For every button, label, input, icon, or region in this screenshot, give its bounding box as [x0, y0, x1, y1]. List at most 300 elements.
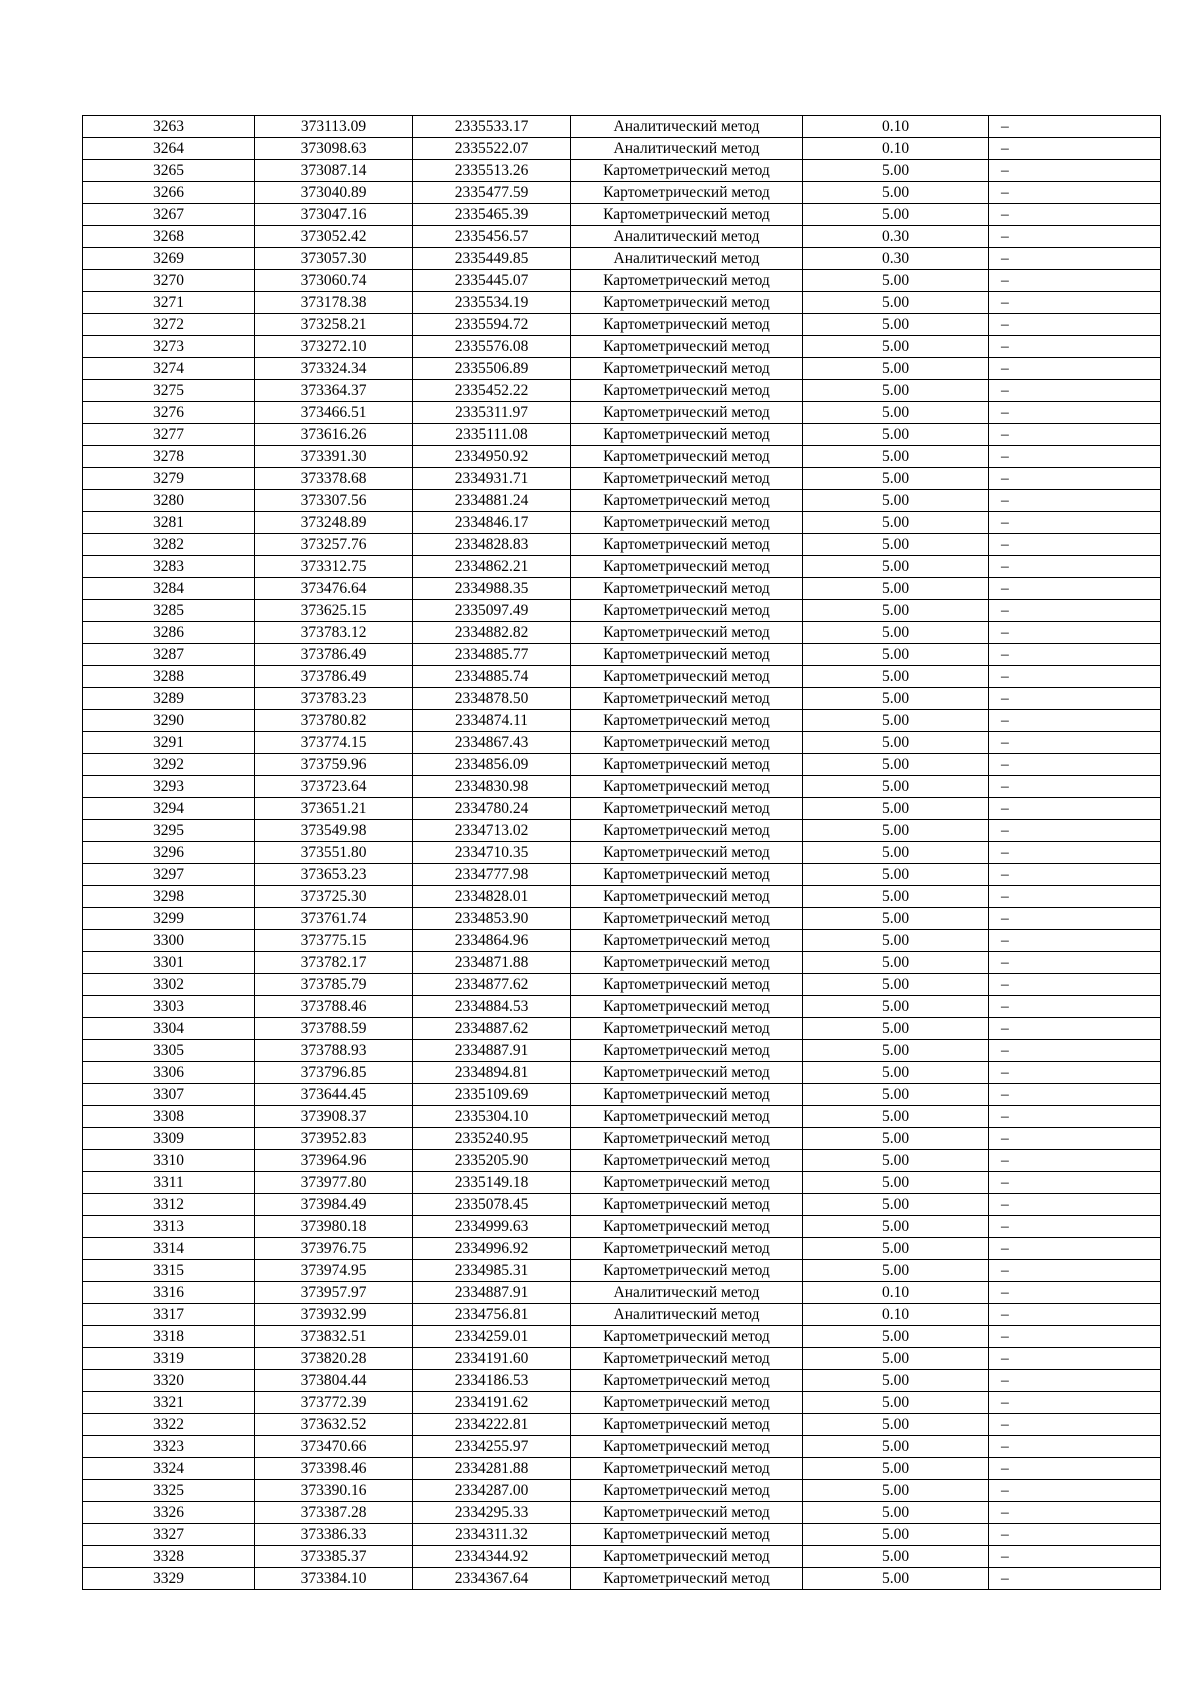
- accuracy-cell: 5.00: [803, 1480, 989, 1502]
- method-cell: Картометрический метод: [571, 270, 803, 292]
- x-coordinate-cell: 373952.83: [255, 1128, 413, 1150]
- table-row: [83, 314, 1161, 336]
- x-coordinate-cell: 373786.49: [255, 666, 413, 688]
- y-coordinate-cell: 2335477.59: [413, 182, 571, 204]
- accuracy-cell: 5.00: [803, 1348, 989, 1370]
- method-cell: Картометрический метод: [571, 424, 803, 446]
- point-number-cell: 3281: [83, 512, 255, 534]
- method-cell: Картометрический метод: [571, 952, 803, 974]
- table-row: [83, 468, 1161, 490]
- x-coordinate-cell: 373385.37: [255, 1546, 413, 1568]
- point-number-cell: 3277: [83, 424, 255, 446]
- accuracy-cell: 0.30: [803, 248, 989, 270]
- note-cell: –: [989, 226, 1161, 248]
- table-row: [83, 776, 1161, 798]
- x-coordinate-cell: 373551.80: [255, 842, 413, 864]
- accuracy-cell: 5.00: [803, 1062, 989, 1084]
- method-cell: Картометрический метод: [571, 1260, 803, 1282]
- table-row: [83, 270, 1161, 292]
- y-coordinate-cell: 2334853.90: [413, 908, 571, 930]
- note-cell: –: [989, 468, 1161, 490]
- method-cell: Картометрический метод: [571, 666, 803, 688]
- table-row: [83, 446, 1161, 468]
- x-coordinate-cell: 373980.18: [255, 1216, 413, 1238]
- method-cell: Картометрический метод: [571, 1502, 803, 1524]
- accuracy-cell: 5.00: [803, 820, 989, 842]
- table-row: [83, 490, 1161, 512]
- method-cell: Картометрический метод: [571, 358, 803, 380]
- table-row: [83, 534, 1161, 556]
- note-cell: –: [989, 578, 1161, 600]
- method-cell: Картометрический метод: [571, 974, 803, 996]
- point-number-cell: 3279: [83, 468, 255, 490]
- accuracy-cell: 5.00: [803, 600, 989, 622]
- table-row: [83, 1018, 1161, 1040]
- method-cell: Картометрический метод: [571, 182, 803, 204]
- table-row: [83, 116, 1161, 138]
- note-cell: –: [989, 1458, 1161, 1480]
- y-coordinate-cell: 2335452.22: [413, 380, 571, 402]
- y-coordinate-cell: 2334887.91: [413, 1282, 571, 1304]
- method-cell: Картометрический метод: [571, 1018, 803, 1040]
- accuracy-cell: 5.00: [803, 1018, 989, 1040]
- x-coordinate-cell: 373783.12: [255, 622, 413, 644]
- accuracy-cell: 5.00: [803, 490, 989, 512]
- point-number-cell: 3265: [83, 160, 255, 182]
- table-row: [83, 292, 1161, 314]
- point-number-cell: 3313: [83, 1216, 255, 1238]
- method-cell: Картометрический метод: [571, 1392, 803, 1414]
- table-row: [83, 402, 1161, 424]
- point-number-cell: 3280: [83, 490, 255, 512]
- table-row: [83, 842, 1161, 864]
- accuracy-cell: 5.00: [803, 1172, 989, 1194]
- x-coordinate-cell: 373470.66: [255, 1436, 413, 1458]
- accuracy-cell: 5.00: [803, 1392, 989, 1414]
- accuracy-cell: 5.00: [803, 1260, 989, 1282]
- point-number-cell: 3324: [83, 1458, 255, 1480]
- method-cell: Картометрический метод: [571, 578, 803, 600]
- table-row: [83, 556, 1161, 578]
- note-cell: –: [989, 358, 1161, 380]
- point-number-cell: 3266: [83, 182, 255, 204]
- table-row: [83, 974, 1161, 996]
- y-coordinate-cell: 2335240.95: [413, 1128, 571, 1150]
- x-coordinate-cell: 373113.09: [255, 116, 413, 138]
- point-number-cell: 3295: [83, 820, 255, 842]
- accuracy-cell: 5.00: [803, 1326, 989, 1348]
- x-coordinate-cell: 373976.75: [255, 1238, 413, 1260]
- y-coordinate-cell: 2334871.88: [413, 952, 571, 974]
- x-coordinate-cell: 373616.26: [255, 424, 413, 446]
- x-coordinate-cell: 373098.63: [255, 138, 413, 160]
- table-row: [83, 380, 1161, 402]
- accuracy-cell: 5.00: [803, 1524, 989, 1546]
- accuracy-cell: 5.00: [803, 776, 989, 798]
- note-cell: –: [989, 996, 1161, 1018]
- note-cell: –: [989, 1172, 1161, 1194]
- x-coordinate-cell: 373378.68: [255, 468, 413, 490]
- point-number-cell: 3274: [83, 358, 255, 380]
- note-cell: –: [989, 138, 1161, 160]
- method-cell: Картометрический метод: [571, 512, 803, 534]
- x-coordinate-cell: 373257.76: [255, 534, 413, 556]
- x-coordinate-cell: 373772.39: [255, 1392, 413, 1414]
- accuracy-cell: 5.00: [803, 1414, 989, 1436]
- point-number-cell: 3285: [83, 600, 255, 622]
- note-cell: –: [989, 1348, 1161, 1370]
- note-cell: –: [989, 952, 1161, 974]
- method-cell: Картометрический метод: [571, 886, 803, 908]
- method-cell: Картометрический метод: [571, 1546, 803, 1568]
- y-coordinate-cell: 2334344.92: [413, 1546, 571, 1568]
- table-row: [83, 1348, 1161, 1370]
- accuracy-cell: 5.00: [803, 1370, 989, 1392]
- method-cell: Картометрический метод: [571, 380, 803, 402]
- table-row: [83, 138, 1161, 160]
- method-cell: Картометрический метод: [571, 1216, 803, 1238]
- x-coordinate-cell: 373723.64: [255, 776, 413, 798]
- y-coordinate-cell: 2334367.64: [413, 1568, 571, 1590]
- x-coordinate-cell: 373087.14: [255, 160, 413, 182]
- y-coordinate-cell: 2334882.82: [413, 622, 571, 644]
- x-coordinate-cell: 373932.99: [255, 1304, 413, 1326]
- note-cell: –: [989, 1238, 1161, 1260]
- accuracy-cell: 5.00: [803, 1502, 989, 1524]
- point-number-cell: 3291: [83, 732, 255, 754]
- accuracy-cell: 5.00: [803, 886, 989, 908]
- method-cell: Картометрический метод: [571, 160, 803, 182]
- method-cell: Картометрический метод: [571, 1348, 803, 1370]
- note-cell: –: [989, 1062, 1161, 1084]
- accuracy-cell: 5.00: [803, 952, 989, 974]
- point-number-cell: 3282: [83, 534, 255, 556]
- x-coordinate-cell: 373364.37: [255, 380, 413, 402]
- accuracy-cell: 5.00: [803, 512, 989, 534]
- y-coordinate-cell: 2334287.00: [413, 1480, 571, 1502]
- y-coordinate-cell: 2334877.62: [413, 974, 571, 996]
- table-row: [83, 1524, 1161, 1546]
- method-cell: Картометрический метод: [571, 1062, 803, 1084]
- point-number-cell: 3323: [83, 1436, 255, 1458]
- table-row: [83, 1568, 1161, 1590]
- x-coordinate-cell: 373780.82: [255, 710, 413, 732]
- accuracy-cell: 5.00: [803, 1150, 989, 1172]
- method-cell: Картометрический метод: [571, 446, 803, 468]
- x-coordinate-cell: 373178.38: [255, 292, 413, 314]
- accuracy-cell: 0.10: [803, 116, 989, 138]
- table-row: [83, 182, 1161, 204]
- method-cell: Картометрический метод: [571, 1128, 803, 1150]
- y-coordinate-cell: 2334222.81: [413, 1414, 571, 1436]
- accuracy-cell: 5.00: [803, 930, 989, 952]
- x-coordinate-cell: 373759.96: [255, 754, 413, 776]
- y-coordinate-cell: 2334756.81: [413, 1304, 571, 1326]
- table-row: [83, 1260, 1161, 1282]
- x-coordinate-cell: 373644.45: [255, 1084, 413, 1106]
- note-cell: –: [989, 1084, 1161, 1106]
- point-number-cell: 3267: [83, 204, 255, 226]
- x-coordinate-cell: 373632.52: [255, 1414, 413, 1436]
- y-coordinate-cell: 2334885.77: [413, 644, 571, 666]
- note-cell: –: [989, 380, 1161, 402]
- point-number-cell: 3298: [83, 886, 255, 908]
- x-coordinate-cell: 373272.10: [255, 336, 413, 358]
- y-coordinate-cell: 2334864.96: [413, 930, 571, 952]
- method-cell: Картометрический метод: [571, 1480, 803, 1502]
- accuracy-cell: 5.00: [803, 402, 989, 424]
- table-row: [83, 1304, 1161, 1326]
- point-number-cell: 3302: [83, 974, 255, 996]
- y-coordinate-cell: 2335445.07: [413, 270, 571, 292]
- point-number-cell: 3307: [83, 1084, 255, 1106]
- table-row: [83, 1414, 1161, 1436]
- x-coordinate-cell: 373788.46: [255, 996, 413, 1018]
- y-coordinate-cell: 2334710.35: [413, 842, 571, 864]
- note-cell: –: [989, 842, 1161, 864]
- note-cell: –: [989, 314, 1161, 336]
- y-coordinate-cell: 2335465.39: [413, 204, 571, 226]
- point-number-cell: 3276: [83, 402, 255, 424]
- point-number-cell: 3273: [83, 336, 255, 358]
- y-coordinate-cell: 2334186.53: [413, 1370, 571, 1392]
- accuracy-cell: 5.00: [803, 1436, 989, 1458]
- point-number-cell: 3325: [83, 1480, 255, 1502]
- point-number-cell: 3293: [83, 776, 255, 798]
- method-cell: Картометрический метод: [571, 1458, 803, 1480]
- coordinates-table-body: [83, 116, 1161, 1590]
- table-row: [83, 1480, 1161, 1502]
- accuracy-cell: 5.00: [803, 1040, 989, 1062]
- note-cell: –: [989, 270, 1161, 292]
- table-row: [83, 1150, 1161, 1172]
- y-coordinate-cell: 2334874.11: [413, 710, 571, 732]
- method-cell: Картометрический метод: [571, 1370, 803, 1392]
- x-coordinate-cell: 373307.56: [255, 490, 413, 512]
- point-number-cell: 3322: [83, 1414, 255, 1436]
- point-number-cell: 3305: [83, 1040, 255, 1062]
- note-cell: –: [989, 182, 1161, 204]
- x-coordinate-cell: 373783.23: [255, 688, 413, 710]
- table-row: [83, 1128, 1161, 1150]
- note-cell: –: [989, 1018, 1161, 1040]
- table-row: [83, 358, 1161, 380]
- point-number-cell: 3269: [83, 248, 255, 270]
- y-coordinate-cell: 2334862.21: [413, 556, 571, 578]
- accuracy-cell: 5.00: [803, 1084, 989, 1106]
- x-coordinate-cell: 373390.16: [255, 1480, 413, 1502]
- y-coordinate-cell: 2334950.92: [413, 446, 571, 468]
- table-row: [83, 1458, 1161, 1480]
- x-coordinate-cell: 373057.30: [255, 248, 413, 270]
- method-cell: Картометрический метод: [571, 1194, 803, 1216]
- table-row: [83, 1238, 1161, 1260]
- note-cell: –: [989, 1282, 1161, 1304]
- table-row: [83, 930, 1161, 952]
- accuracy-cell: 5.00: [803, 732, 989, 754]
- method-cell: Аналитический метод: [571, 1282, 803, 1304]
- y-coordinate-cell: 2335111.08: [413, 424, 571, 446]
- accuracy-cell: 5.00: [803, 1238, 989, 1260]
- note-cell: –: [989, 424, 1161, 446]
- note-cell: –: [989, 600, 1161, 622]
- y-coordinate-cell: 2334881.24: [413, 490, 571, 512]
- table-row: [83, 512, 1161, 534]
- accuracy-cell: 5.00: [803, 754, 989, 776]
- table-row: [83, 1040, 1161, 1062]
- table-row: [83, 1084, 1161, 1106]
- table-row: [83, 600, 1161, 622]
- x-coordinate-cell: 373040.89: [255, 182, 413, 204]
- note-cell: –: [989, 556, 1161, 578]
- y-coordinate-cell: 2334846.17: [413, 512, 571, 534]
- point-number-cell: 3321: [83, 1392, 255, 1414]
- note-cell: –: [989, 688, 1161, 710]
- method-cell: Картометрический метод: [571, 996, 803, 1018]
- note-cell: –: [989, 974, 1161, 996]
- method-cell: Картометрический метод: [571, 1084, 803, 1106]
- method-cell: Аналитический метод: [571, 116, 803, 138]
- x-coordinate-cell: 373796.85: [255, 1062, 413, 1084]
- y-coordinate-cell: 2334885.74: [413, 666, 571, 688]
- y-coordinate-cell: 2335205.90: [413, 1150, 571, 1172]
- accuracy-cell: 5.00: [803, 1128, 989, 1150]
- y-coordinate-cell: 2334884.53: [413, 996, 571, 1018]
- table-row: [83, 996, 1161, 1018]
- method-cell: Картометрический метод: [571, 710, 803, 732]
- point-number-cell: 3296: [83, 842, 255, 864]
- y-coordinate-cell: 2335449.85: [413, 248, 571, 270]
- point-number-cell: 3278: [83, 446, 255, 468]
- y-coordinate-cell: 2335522.07: [413, 138, 571, 160]
- note-cell: –: [989, 1304, 1161, 1326]
- table-row: [83, 1194, 1161, 1216]
- method-cell: Картометрический метод: [571, 1568, 803, 1590]
- point-number-cell: 3294: [83, 798, 255, 820]
- note-cell: –: [989, 622, 1161, 644]
- y-coordinate-cell: 2334878.50: [413, 688, 571, 710]
- point-number-cell: 3320: [83, 1370, 255, 1392]
- x-coordinate-cell: 373258.21: [255, 314, 413, 336]
- point-number-cell: 3292: [83, 754, 255, 776]
- accuracy-cell: 5.00: [803, 204, 989, 226]
- point-number-cell: 3304: [83, 1018, 255, 1040]
- note-cell: –: [989, 1260, 1161, 1282]
- accuracy-cell: 5.00: [803, 314, 989, 336]
- y-coordinate-cell: 2334931.71: [413, 468, 571, 490]
- y-coordinate-cell: 2335533.17: [413, 116, 571, 138]
- method-cell: Картометрический метод: [571, 490, 803, 512]
- x-coordinate-cell: 373625.15: [255, 600, 413, 622]
- accuracy-cell: 5.00: [803, 424, 989, 446]
- y-coordinate-cell: 2334311.32: [413, 1524, 571, 1546]
- accuracy-cell: 5.00: [803, 710, 989, 732]
- x-coordinate-cell: 373788.59: [255, 1018, 413, 1040]
- table-row: [83, 1502, 1161, 1524]
- note-cell: –: [989, 336, 1161, 358]
- note-cell: –: [989, 798, 1161, 820]
- method-cell: Картометрический метод: [571, 1238, 803, 1260]
- point-number-cell: 3314: [83, 1238, 255, 1260]
- y-coordinate-cell: 2334988.35: [413, 578, 571, 600]
- table-row: [83, 1216, 1161, 1238]
- x-coordinate-cell: 373653.23: [255, 864, 413, 886]
- accuracy-cell: 5.00: [803, 292, 989, 314]
- x-coordinate-cell: 373957.97: [255, 1282, 413, 1304]
- table-row: [83, 204, 1161, 226]
- accuracy-cell: 5.00: [803, 908, 989, 930]
- y-coordinate-cell: 2334856.09: [413, 754, 571, 776]
- method-cell: Картометрический метод: [571, 1524, 803, 1546]
- accuracy-cell: 5.00: [803, 974, 989, 996]
- y-coordinate-cell: 2334255.97: [413, 1436, 571, 1458]
- accuracy-cell: 5.00: [803, 182, 989, 204]
- note-cell: –: [989, 116, 1161, 138]
- table-row: [83, 710, 1161, 732]
- point-number-cell: 3311: [83, 1172, 255, 1194]
- table-row: [83, 622, 1161, 644]
- point-number-cell: 3317: [83, 1304, 255, 1326]
- y-coordinate-cell: 2334828.83: [413, 534, 571, 556]
- table-row: [83, 1326, 1161, 1348]
- x-coordinate-cell: 373786.49: [255, 644, 413, 666]
- x-coordinate-cell: 373774.15: [255, 732, 413, 754]
- y-coordinate-cell: 2334191.60: [413, 1348, 571, 1370]
- note-cell: –: [989, 644, 1161, 666]
- point-number-cell: 3264: [83, 138, 255, 160]
- table-row: [83, 908, 1161, 930]
- accuracy-cell: 5.00: [803, 996, 989, 1018]
- x-coordinate-cell: 373398.46: [255, 1458, 413, 1480]
- point-number-cell: 3319: [83, 1348, 255, 1370]
- table-row: [83, 1436, 1161, 1458]
- y-coordinate-cell: 2334830.98: [413, 776, 571, 798]
- table-row: [83, 666, 1161, 688]
- x-coordinate-cell: 373651.21: [255, 798, 413, 820]
- method-cell: Картометрический метод: [571, 534, 803, 556]
- x-coordinate-cell: 373804.44: [255, 1370, 413, 1392]
- point-number-cell: 3268: [83, 226, 255, 248]
- table-row: [83, 424, 1161, 446]
- note-cell: –: [989, 1370, 1161, 1392]
- method-cell: Картометрический метод: [571, 908, 803, 930]
- coordinates-table: [82, 115, 1161, 1590]
- method-cell: Картометрический метод: [571, 292, 803, 314]
- accuracy-cell: 5.00: [803, 842, 989, 864]
- point-number-cell: 3271: [83, 292, 255, 314]
- table-row: [83, 688, 1161, 710]
- table-row: [83, 886, 1161, 908]
- note-cell: –: [989, 1326, 1161, 1348]
- method-cell: Картометрический метод: [571, 556, 803, 578]
- accuracy-cell: 5.00: [803, 446, 989, 468]
- point-number-cell: 3327: [83, 1524, 255, 1546]
- accuracy-cell: 0.10: [803, 1282, 989, 1304]
- point-number-cell: 3297: [83, 864, 255, 886]
- point-number-cell: 3329: [83, 1568, 255, 1590]
- note-cell: –: [989, 1502, 1161, 1524]
- note-cell: –: [989, 1128, 1161, 1150]
- x-coordinate-cell: 373761.74: [255, 908, 413, 930]
- y-coordinate-cell: 2335078.45: [413, 1194, 571, 1216]
- table-row: [83, 732, 1161, 754]
- note-cell: –: [989, 1480, 1161, 1502]
- method-cell: Картометрический метод: [571, 622, 803, 644]
- x-coordinate-cell: 373775.15: [255, 930, 413, 952]
- x-coordinate-cell: 373782.17: [255, 952, 413, 974]
- y-coordinate-cell: 2335534.19: [413, 292, 571, 314]
- note-cell: –: [989, 776, 1161, 798]
